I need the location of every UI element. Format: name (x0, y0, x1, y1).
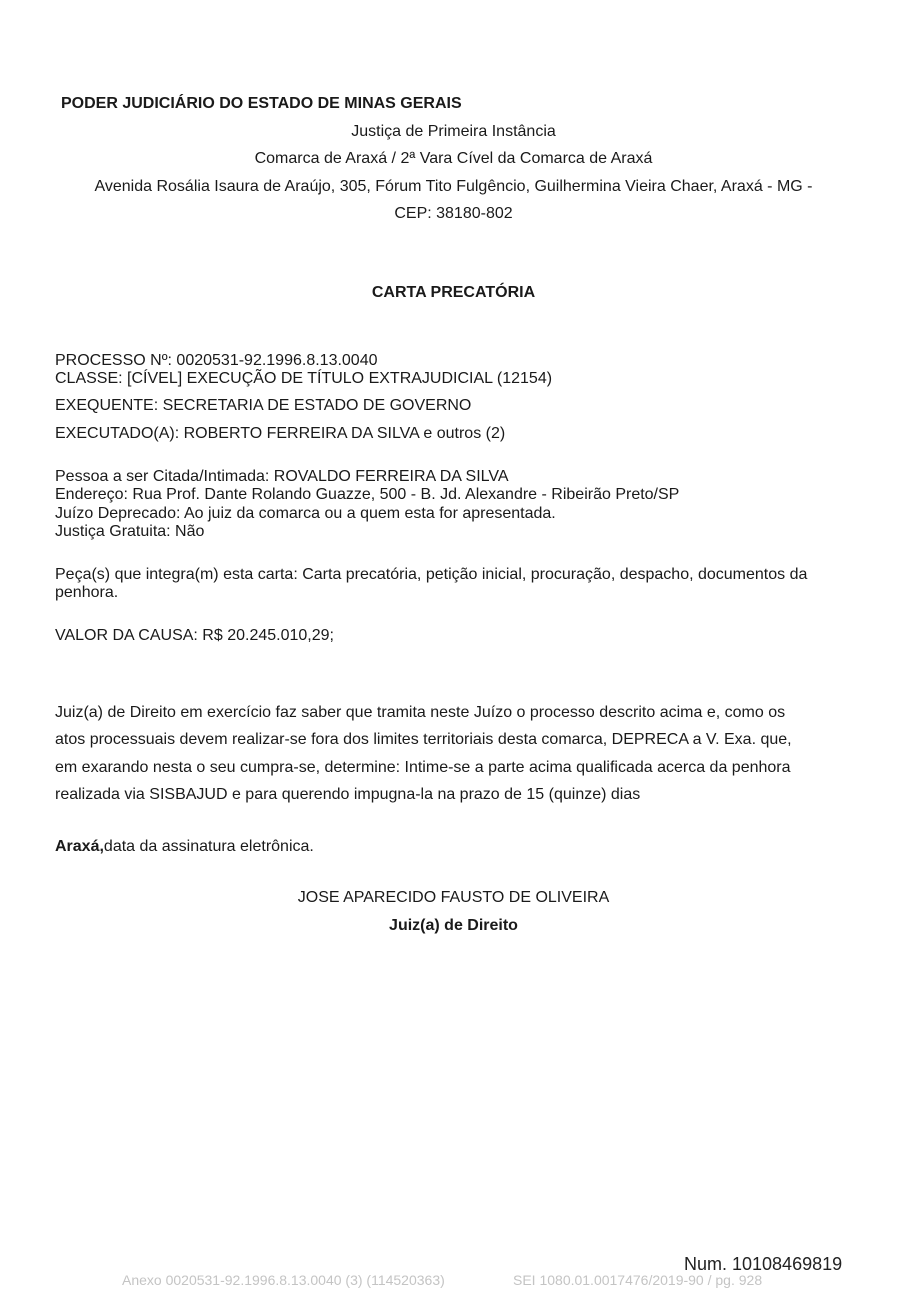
comarca-line: Comarca de Araxá / 2ª Vara Cível da Comarca de Araxá (254, 150, 653, 167)
address-line-2: CEP: 38180-802 (394, 205, 513, 222)
address-line-1: Avenida Rosália Isaura de Araújo, 305, Fórum Tito Fulgêncio, Guilhermina Vieira Chaer, Araxá - MG - (94, 178, 813, 195)
document-title: CARTA PRECATÓRIA (371, 284, 536, 301)
citation-address: Endereço: Rua Prof. Dante Rolando Guazze, 500 - B. Jd. Alexandre - Ribeirão Preto/SP (55, 486, 680, 503)
pecas-line-1: Peça(s) que integra(m) esta carta: Carta precatória, petição inicial, procuração, despacho, documentos da (55, 566, 808, 583)
court-header: PODER JUDICIÁRIO DO ESTADO DE MINAS GERAIS (61, 95, 462, 112)
signature-name: JOSE APARECIDO FAUSTO DE OLIVEIRA (297, 889, 610, 906)
place-name: Araxá, (55, 838, 104, 855)
body-line-4: realizada via SISBAJUD e para querendo impugna-la na prazo de 15 (quinze) dias (55, 786, 641, 803)
date-text: data da assinatura eletrônica. (103, 838, 314, 855)
process-number: PROCESSO Nº: 0020531-92.1996.8.13.0040 (55, 352, 378, 369)
juizo-deprecado: Juízo Deprecado: Ao juiz da comarca ou a quem esta for apresentada. (55, 505, 556, 522)
document-number: Num. 10108469819 (684, 1254, 843, 1274)
citation-person: Pessoa a ser Citada/Intimada: ROVALDO FERREIRA DA SILVA (55, 468, 509, 485)
pecas-line-2: penhora. (55, 584, 119, 601)
footer-anexo: Anexo 0020531-92.1996.8.13.0040 (3) (114520363) (122, 1272, 445, 1288)
footer-sei: SEI 1080.01.0017476/2019-90 / pg. 928 (513, 1272, 763, 1288)
valor-da-causa: VALOR DA CAUSA: R$ 20.245.010,29; (55, 627, 334, 644)
place-date (55, 838, 314, 856)
body-line-1: Juiz(a) de Direito em exercício faz saber que tramita neste Juízo o processo descrito acima e, como os (55, 704, 786, 721)
executado: EXECUTADO(A): ROBERTO FERREIRA DA SILVA e outros (2) (55, 425, 506, 442)
body-line-2: atos processuais devem realizar-se fora dos limites territoriais desta comarca, DEPRECA a V. Exa. que, (55, 731, 792, 748)
justica-gratuita: Justiça Gratuita: Não (55, 523, 205, 540)
body-line-3: em exarando nesta o seu cumpra-se, determine: Intime-se a parte acima qualificada acerca da penhora (55, 759, 791, 776)
instance-line: Justiça de Primeira Instância (351, 123, 556, 140)
process-class: CLASSE: [CÍVEL] EXECUÇÃO DE TÍTULO EXTRAJUDICIAL (12154) (55, 370, 553, 387)
exequente: EXEQUENTE: SECRETARIA DE ESTADO DE GOVERNO (55, 397, 472, 414)
signature-role: Juiz(a) de Direito (389, 917, 518, 934)
